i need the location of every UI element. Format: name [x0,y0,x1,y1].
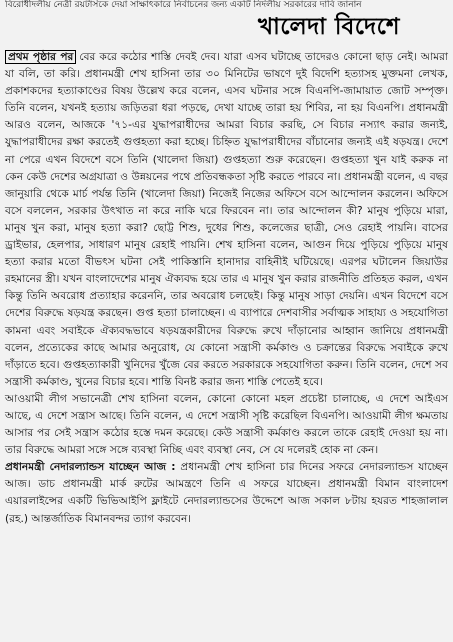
article-body [5,49,448,528]
paragraph-1-text: বের করে কঠোর শাস্তি দেবই দেব। যারা এসব ঘটাচ্ছে তাদেরও কোনো ছাড় নেই। আমরা যা বলি, তা করি। প্রধানমন্ত্রী শেখ হাসিনা তার ৩০ মিনিটের ভাষণে দুই বিদেশি হত্যাসহ মুক্তমনা লেখক, প্রকাশকদের হত্যাকাণ্ডের বিষয় উল্লেখ করে বলেন, এসব ঘটনার সঙ্গে বিএনপি-জামায়াত জোট সম্পৃক্ত। তিনি বলেন, যখনই হত্যায় জড়িতরা ধরা পড়ছে, দেখা যাচ্ছে তারা হয় শিবির, না হয় বিএনপি। প্রধানমন্ত্রী আরও বলেন, আজকে '৭১-এর যুদ্ধাপরাধীদের আমরা বিচার করছি, সে বিচার নস্যাৎ করার জন্যই, যুদ্ধাপরাধীদের রক্ষা করতেই গুপ্তহত্যা করা হচ্ছে। চিহ্নিত যুদ্ধাপরাধীদের বাঁচানোর জন্যই এই ষড়যন্ত্র। দেশে না পেরে এখন বিদেশে বসে তিনি (খালেদা জিয়া) গুপ্তহত্যা শুরু করেছেন। গুপ্তহত্যা খুন যাই করুক না কেন কেউ দেশের অগ্রযাত্রা ও উন্নয়নের পথে প্রতিবন্ধকতা সৃষ্টি করতে পারবে না। প্রধানমন্ত্রী বলেন, এ বছর জানুয়ারি থেকে মার্চ পর্যন্ত তিনি (খালেদা জিয়া) নিজেই নিজের অফিসে বসে আন্দোলন করলেন। অফিসে বসে বললেন, সরকার উৎখাত না করে নাকি ঘরে ফিরবেন না। তার আন্দোলন কী? মানুষ পুড়িয়ে মারা, মানুষ খুন করা, মানুষ হত্যা করা? ছোট্ট শিশু, দুধের শিশু, কলেজের ছাত্রী, সেও রেহাই পায়নি। বাসের ড্রাইভার, হেলপার, সাধারণ মানুষ রেহাই পায়নি। শেখ হাসিনা বলেন, আগুন দিয়ে পুড়িয়ে পুড়িয়ে মানুষ হত্যা করার মতো বীভৎস ঘটনা সেই পাকিস্তানি হানাদার বাহিনীই ঘটিয়েছে। এরপর ঘটালেন জিয়াউর রহমানের স্ত্রী। যখন বাংলাদেশের মানুষ ঐক্যবদ্ধ হয়ে তার এ মানুষ খুন করার রাজনীতি প্রতিহত করল, এখন কিন্তু তিনি অবরোধ প্রত্যাহার করেননি, তার অবরোধ চলছেই। কিন্তু মানুষ সাড়া দেয়নি। এখন বিদেশে বসে দেশের বিরুদ্ধে ষড়যন্ত্র করছেন। গুপ্ত হত্যা চালাচ্ছেন। এ ব্যাপারে দেশবাসীর সর্বাত্মক সাহায্য ও সহযোগিতা কামনা এবং সবাইকে ঐক্যবদ্ধভাবে ষড়যন্ত্রকারীদের বিরুদ্ধে রুখে দাঁড়ানোর আহ্বান জানিয়ে প্রধানমন্ত্রী বলেন, প্রত্যেকের কাছে আমার অনুরোধ, যে কোনো সন্ত্রাসী কর্মকাণ্ড ও চক্রান্তের বিরুদ্ধে সবাইকে রুখে দাঁড়াতে হবে। গুপ্তহত্যাকারী খুনিদের খুঁজে বের করতে সরকারকে সহযোগিতা করুন। তিনি বলেন, দেশে সব সন্ত্রাসী কর্মকাণ্ড, খুনের বিচার হবে। শান্তি বিনষ্ট করার জন্য শাস্তি পেতেই হবে। [5,51,448,388]
previous-article-fragment: বিরোধীদলীয় নেত্রী রয়টার্সকে দেয়া সাক্ষাৎকারে নির্বাচনের জন্য একটি নির্দলীয় সরকারের দাবি জানান [5,0,362,10]
paragraph-3-text: প্রধানমন্ত্রী শেখ হাসিনা চার দিনের সফরে নেদারল্যান্ডস যাচ্ছেন আজ। ডাচ প্রধানমন্ত্রী মার্ক রুটের আমন্ত্রণে তিনি এ সফরে যাচ্ছেন। প্রধানমন্ত্রী বিমান বাংলাদেশ এয়ারলাইন্সের একটি ভিভিআইপি ফ্লাইটে নেদারল্যান্ডসের উদ্দেশে আজ সকাল ৮টায় হযরত শাহজালাল (রহ.) আন্তর্জাতিক বিমানবন্দর ত্যাগ করবেন। [5,461,448,525]
paragraph-2-text: আওয়ামী লীগ সভানেত্রী শেখ হাসিনা বলেন, কোনো কোনো মহল প্রচেষ্টা চালাচ্ছে, এ দেশে আইএস আছে, এ দেশে সন্ত্রাস আছে। তিনি বলেন, এ দেশে সন্ত্রাসী সৃষ্টি করেছিল বিএনপি। আওয়ামী লীগ ক্ষমতায় আসার পর সেই সন্ত্রাস কঠোর হস্তে দমন করেছে। কেউ সন্ত্রাসী কর্মকাণ্ড করলে তাকে রেহাই দেওয়া হয় না। তার বিরুদ্ধে আমরা সঙ্গে সঙ্গে ব্যবস্থা নিচ্ছি এবং ব্যবস্থা নেব, সে যে দলেরই হোক না কেন। [5,392,448,457]
article-headline: খালেদা বিদেশে [258,14,400,40]
article-paragraph-3 [5,459,448,527]
continuation-label: প্রথম পৃষ্ঠার পর [5,50,76,64]
article-paragraph-2 [5,391,448,459]
article-paragraph-1 [5,49,448,391]
sub-heading: প্রধানমন্ত্রী নেদারল্যান্ডস যাচ্ছেন আজ : [5,461,176,474]
